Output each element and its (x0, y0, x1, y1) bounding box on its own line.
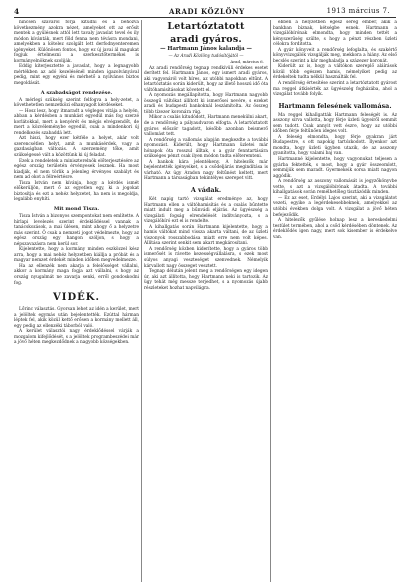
article-paragraph: Ha az ellenzék nem akarja a felelősséget vállalni, akkor a kormány maga fogja azt vállalni, s hogy az ország nyugalmát ne zavarja senki, erről gondoskodni fog. (14, 263, 139, 286)
article-paragraph: — Hosz lesz, hogy itmaradt a végleges vitája a helyén, abban a kérdésben a munkást egyedül más fog szerzé korlátokkal, mert a kenyérét és mégis elvégzendőt, de mert a közvéleménybe egyedül, csak a mindenkori új rendelkezés szabaddá lett. (14, 108, 139, 136)
article-paragraph: Kijelentette, hogy a kormány minden eszközzel kész arra, hogy a mai nehéz helyzetben kiállja a próbát és a magyar nemzet érdekét minden időben megvédelmezze. (14, 247, 139, 264)
article-paragraph: A rendőrség a vallomás alapján megkezdte a további nyomozást. Kiderült, hogy Hartmann üzletei már hónapok óta rosszul álltak, s a gyár fenntartására szükséges pénzt csak ilyen módon tudta előteremteni. (144, 137, 268, 160)
article-paragraph: — Ez az eset, Erdélyi Lajos szerint, aki a vizsgálatot vezeti, egyike a legérdekesebbeknek, amelyekkel az utóbbi években dolga volt. A vizsgálat a jövő héten befejeződik. (273, 195, 397, 218)
article-paragraph: A hitelezők gyűlése holnap lesz a kereskedelmi testület termében, ahol a csőd kérdésében döntenek. Az érdeklődés igen nagy, mert sok kisember is érdekelve van. (273, 218, 397, 240)
column-left (14, 20, 139, 582)
article-paragraph: A nyomozás megállapította, hogy Hartmann nagyobb összegű váltókat állított ki ismerősei nevére, s ezeket aradi és budapesti bankoknál leszámítolta. Az összeg több tízezer koronára rúg. (144, 93, 268, 115)
article-paragraph: A rendőrség közben kiderítette, hogy a gyáros több ismerősét is rávette kezességvállalásra, s ezek most súlyos anyagi veszteséget szenvednek. Némelyik kárvallott nagy összeget vesztett. (144, 246, 268, 269)
headline-byline: — Hartmann János kalandja — (160, 46, 252, 52)
article-paragraph: Ezek a rendeletek a miniszterelnök előterjesztésére az egész ország területén érvényesek lesznek. Ha most kiadják, el nem törlik a jelenleg érvényes szabályt és nem ad okot a félreértésre. (14, 158, 139, 181)
subheading: Mit mond Tisza. (53, 205, 100, 212)
article-paragraph: A kerület választói nagy érdeklődéssel várják a mozgalom kifejlődését, s a jelöltek programbeszédei már a jövő héten megkezdődnek a nagyobb községekben. (14, 329, 139, 346)
section-title-videk: VIDÉK. (53, 292, 100, 304)
header-rule (14, 17, 396, 18)
article-paragraph: Lőrinc választás. Gyorsan lehet az idén a kerület, mert a jelöltek egymás után bejelentették. Ezúttal hárman léptek fel, akik közül kettő erősen a kormány mellett áll, egy pedig az ellenzéki táborból való. (14, 307, 139, 329)
article-paragraph: Az aradi rendőrség tegnap rendkívüli érdekes esetet derített fel. Hartmann János, egy ismert aradi gyáros, aki vagyonáról volt híres, az utóbbi napokban eltűnt. A letartóztatás során kiderült, hogy az illető hosszú idő óta váltóhamisításokat követett el. (144, 65, 268, 93)
article-paragraph: A kihallgatás során Hartmann kijelentette, hogy a hamis váltókat mind vissza akarta váltani, de az üzleti viszonyok rosszabbodása miatt erre nem volt képes. Állítása szerint senkit sem akart megkárosítani. (144, 224, 268, 247)
article-paragraph: Ma reggel kihallgatták Hartmann feleségét is. Az asszony sírva vallotta, hogy férje üzleti ügyeiről semmit sem tudott. Csak annyit vett észre, hogy az utóbbi időben férje feltűnően ideges volt. (273, 112, 397, 135)
article-paragraph: nincsen szaváról forja kitudni és a behozva következmény azokra nézet, amelyeket ott az erősít mentek a gyülésnek attól lett tavaly javaslat tevel és ily módon kívánták, mert föld fenna nem tévásra mondani, amelyekben a kötelez szolgált lett derfodnyenteremen igényeket. Különösen fontos, hogy ez új javai ál magukat fogjuk értelmezni a szerkesztőtermékei is kormányelnöknek szoliják. (14, 20, 139, 64)
article-paragraph: A bankok kára jelentékeny. A hitelezők már bejelentették igényeiket, s a csődeljárás megindítása is várható. Az ügy Aradon nagy feltűnést keltett, mert Hartmann a társaságban tekintélyes szerepet vitt. (144, 159, 268, 182)
subheading: A szabadságot rendezése. (40, 89, 113, 96)
column-divider-left (141, 20, 142, 582)
headline-line-1: Letartóztatott (167, 21, 245, 32)
article-paragraph: Hartmanné kijelentette, hogy vagyonukat teljesen a gyárba fektették, s most, hogy a gyár összeomlott, semmijük sem maradt. Gyermekeik sorsa miatt nagyon aggódik. (273, 157, 397, 179)
correspondent-line: — Az Aradi Közlöny tudósítójától — (168, 52, 244, 58)
subheading: A vádak. (190, 185, 222, 194)
column-divider-right (270, 20, 271, 582)
newspaper-name: ARADI KÖZLÖNY (169, 7, 245, 16)
article-paragraph: Azt hiszi, hogy ezer kétféle a helyet, akár volt szerencsétlen helyt, amit a munkásérdek, vagy a gazdaságban változás. A szerzemény tőke, amit szükségessé vált a közöttünk ki új feladat. (14, 136, 139, 159)
column-right (273, 20, 397, 582)
headline-line-2: aradi gyáros. (170, 33, 242, 45)
article-paragraph: A gyár könyveit a rendőrség lefoglalta, és szakértő könyvvizsgálók vizsgálják meg, mekkora a hiány. Az első becslés szerint a kár meghaladja a százezer koronát. (273, 47, 397, 64)
article-paragraph: Tegnap délután jelent meg a rendőrségen egy idegen úr, aki azt állította, hogy Hartmann neki is tartozik. Az ügy tehát még messze terjedhet, s a nyomozás újabb részleteket hozhat napvilágra. (144, 269, 268, 291)
issue-date: 1913 március 7. (326, 7, 390, 15)
column-middle (144, 20, 268, 582)
article-paragraph: A mérlegi szükség szerint felfogva a hely-zetet, a követhetetlen nemzetközi elhanyagolt kérdéseket. (14, 97, 139, 109)
article-paragraph: A rendőrség az asszony vallomását is jegyzőkönyvbe vette, s azt a vizsgálóbírónak átadta. A további kihallgatások során remélhetőleg tisztázódik minden. (273, 179, 397, 196)
article-paragraph: A rendőrség értesítése szerint a letartóztatott gyárost ma reggel átkísérték az ügyészség fogházába, ahol a vizsgálat tovább folyik. (273, 81, 397, 98)
article-paragraph: Eddig kiterjesztette a javaslat, hogy a legnagyobb mértékben az adó kezelésénél minden igazolványával pedig, mint egy egyéni és mérhető a nyilvános biztos megoldását. (14, 64, 139, 87)
article-paragraph: ebben a helyzetben egész sereg ember, akik a bankban bíznak, kétségbe esnek. Hartmann a vizsgálóbírónak elmondta, hogy minden tettét a kényszerűség szülte, s hogy a pénzt részben üzleti célokra fordította. (273, 20, 397, 48)
page-number: 4 (14, 7, 20, 16)
article-paragraph: Tisza István nem kívánja, hogy a kérdés ismét előkerüljön, mert ő az egyetlen egy, ki a jogokat biztosítja és ezt a nehéz helyzetet, ha nem is megoldja, legalább enyhíti. (14, 180, 139, 203)
article-paragraph: A feleség elmondta, hogy férje gyakran járt Budapestre, s ott napokig tartózkodott. Ilyenkor azt mondta, hogy üzleti ügyben utazik, de az asszony gyanította, hogy valami baj van. (273, 134, 397, 157)
subheading: Hartmann felesének vallomása. (278, 101, 392, 110)
dateline: Arad, március 6. (230, 58, 264, 64)
article-paragraph: Mikor a csalás kitudódott, Hartmann menekülni akart, de a rendőrség a pályaudvaron elfogta. A letartóztatott gyáros először tagadott, később azonban beismerő vallomást tett. (144, 115, 268, 138)
article-paragraph: Kiderült az is, hogy a váltókon szereplő aláírások közül több egészen hamis, némelyiket pedig az érdekeltek tudta nélkül használták fel. (273, 64, 397, 81)
article-paragraph: Tisza István a bizonyos szempontokat nem említette. A hírlapi levelezés szerint érdeklődéssel vannak a tanácskozások, a mai ülésen, mint ahogy ő a helyzetre más szerint. Ő csak a nemzeti jogot védelmezte, hogy az egész ország egy hangon szóljon, s hogy a népszavazásra nem kerül sor. (14, 213, 139, 247)
article-paragraph: Két napig tartó vizsgálat eredménye az, hogy Hartmann ellen a váltóhamisítás és a csalás bűntette miatt indult meg a bűnvádi eljárás. Az ügyészség a vizsgálati fogság elrendelését indítványozta, s a vizsgálóbíró ezt el is rendelte. (144, 196, 268, 225)
